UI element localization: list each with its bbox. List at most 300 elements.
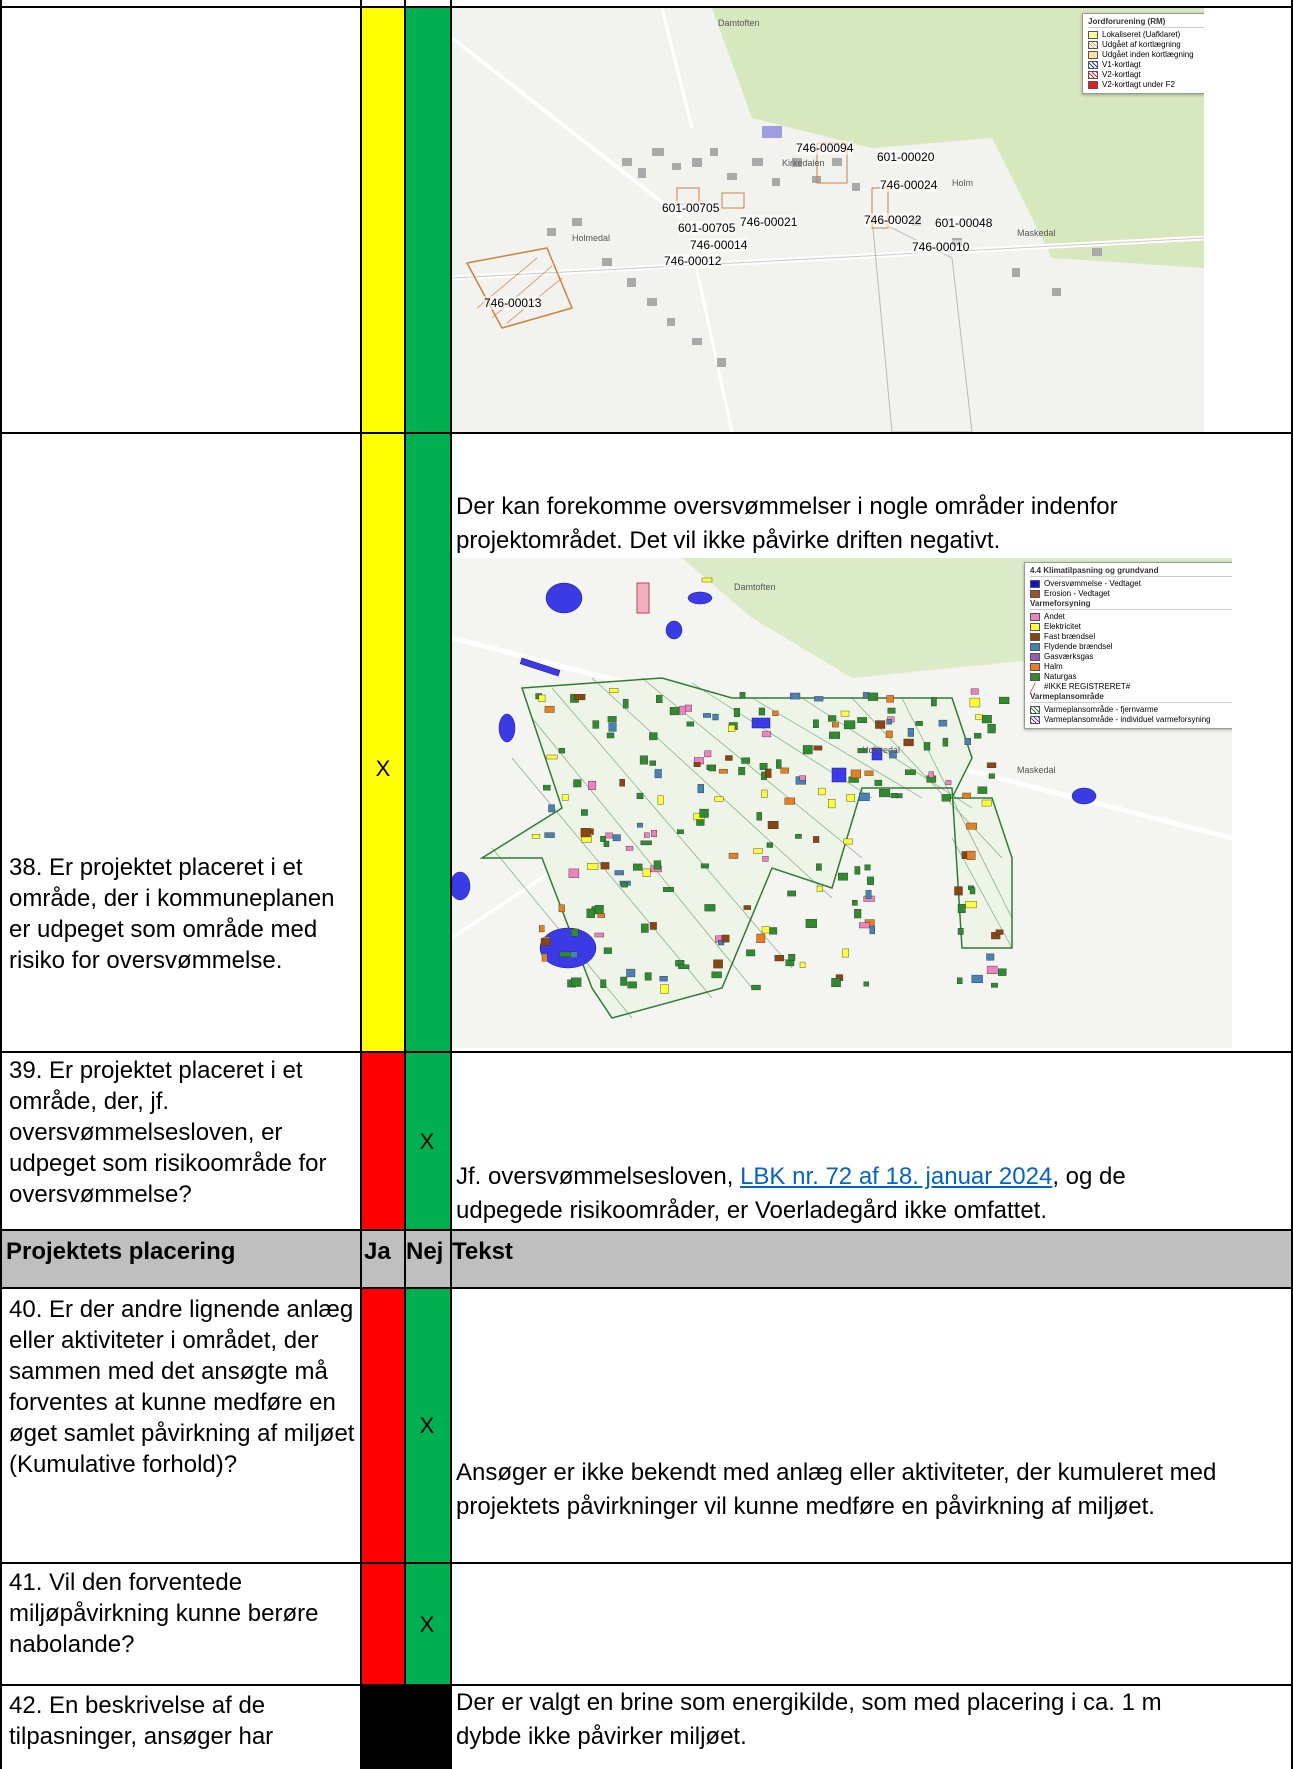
ja-cell-41	[362, 1564, 404, 1684]
building-mark	[813, 836, 819, 842]
building-mark	[694, 762, 701, 766]
legend-label: Andet	[1044, 612, 1065, 621]
row-divider	[0, 1562, 1293, 1564]
building-mark	[982, 715, 992, 723]
header-col-tekst: Tekst	[452, 1238, 513, 1265]
building-mark	[879, 789, 890, 797]
site-label: 601-00705	[662, 201, 720, 215]
row-divider	[0, 1287, 1293, 1289]
swatch-icon	[1088, 51, 1098, 59]
legend-row	[1030, 642, 1232, 652]
legend-label: V2-kortlagt	[1102, 70, 1141, 79]
building-mark	[644, 833, 649, 838]
legend-label: #IKKE REGISTRERET#	[1044, 682, 1131, 691]
site-label: 746-00022	[864, 213, 922, 227]
map1-place-label: Holmedal	[572, 233, 611, 243]
legend-section-title: Varmeplansområde	[1030, 692, 1232, 703]
map2-place-label: Damtoften	[734, 582, 776, 592]
swatch-icon	[1088, 41, 1098, 49]
nej-cell-41	[404, 1564, 450, 1684]
building-mark	[785, 798, 795, 805]
legend-section-title: 4.4 Klimatilpasning og grundvand	[1030, 566, 1232, 577]
building-mark	[754, 849, 763, 854]
building-mark	[858, 717, 867, 722]
legend-row	[1030, 672, 1232, 682]
building-mark	[955, 887, 963, 896]
building-mark	[814, 696, 823, 701]
header-col-nej: Nej	[406, 1238, 444, 1265]
building-mark	[989, 774, 995, 779]
map1-place-label: Kirkedalen	[782, 158, 825, 168]
building-mark	[852, 900, 857, 905]
legend-title: Jordforurening (RM)	[1088, 17, 1204, 28]
answer-40: Ansøger er ikke bekendt med anlæg eller aktiviteter, der kumuleret med projektets påvirkninger vil kunne medføre en påvirkning af miljøet.	[456, 1459, 1217, 1520]
legend-label: Naturgas	[1044, 672, 1077, 681]
building-mark	[942, 794, 951, 801]
building-mark	[640, 756, 648, 764]
map2-place-label: Holmedal	[862, 745, 901, 755]
ja-cell-38	[362, 434, 404, 1051]
legend-row	[1030, 715, 1232, 725]
header-col-placering: Projektets placering	[6, 1238, 236, 1265]
nej-mark-40: X	[419, 1413, 435, 1438]
building-mark	[842, 949, 848, 957]
building-mark	[888, 708, 895, 713]
legend-row	[1030, 589, 1232, 599]
building-mark	[545, 833, 555, 838]
building-mark	[814, 746, 822, 750]
map1-place-label: Maskedal	[1017, 228, 1056, 238]
legend-label: V1-kortlagt	[1102, 60, 1141, 69]
building-mark	[788, 891, 796, 896]
building-mark	[549, 805, 555, 812]
law-link[interactable]: LBK nr. 72 af 18. januar 2024	[740, 1163, 1053, 1190]
building-mark	[875, 721, 885, 729]
building-mark	[768, 821, 778, 829]
building-mark	[844, 839, 853, 844]
building-mark	[649, 733, 657, 740]
building-mark	[739, 767, 745, 775]
building-mark	[790, 693, 800, 699]
building-mark	[966, 901, 977, 908]
building-mark	[762, 732, 771, 737]
legend-row	[1088, 50, 1204, 60]
map2-place-label: Maskedal	[1017, 765, 1056, 775]
site-label: 746-00094	[796, 141, 854, 155]
col-divider	[0, 0, 2, 1769]
legend-row	[1030, 632, 1232, 642]
building-mark	[996, 930, 1003, 935]
building-mark	[832, 723, 838, 728]
building-mark	[613, 835, 621, 841]
legend-label: Gasværksgas	[1044, 652, 1094, 661]
building-mark	[651, 830, 657, 837]
swatch-icon	[1030, 643, 1040, 651]
legend-row	[1030, 705, 1232, 715]
legend-row	[1088, 40, 1204, 50]
building-mark	[660, 976, 668, 981]
building-mark	[729, 853, 738, 858]
building-mark	[908, 728, 914, 736]
building-mark	[604, 841, 609, 847]
building-mark	[916, 721, 923, 725]
building-mark	[633, 864, 642, 871]
building-mark	[601, 980, 607, 988]
answer-38: Der kan forekomme oversvømmelser i nogle områder indenfor projektområdet. Det vil ikke påvirke driften negativt.	[456, 493, 1118, 554]
ja-nej-cell-42	[362, 1686, 450, 1769]
swatch-icon	[1088, 61, 1098, 69]
building-mark	[620, 779, 625, 786]
building-mark	[800, 962, 805, 968]
building-mark	[757, 812, 762, 820]
building-mark	[746, 950, 755, 956]
map1-legend[interactable]	[1082, 13, 1204, 94]
building-mark	[763, 856, 769, 861]
building-mark	[655, 769, 662, 778]
building-mark	[532, 834, 540, 838]
building-mark	[623, 699, 628, 708]
building-mark	[832, 978, 841, 987]
building-mark	[818, 788, 825, 795]
building-mark	[663, 887, 674, 892]
building-mark	[679, 706, 685, 714]
building-mark	[722, 935, 730, 942]
building-mark	[645, 973, 651, 981]
building-mark	[828, 799, 835, 808]
building-mark	[559, 905, 565, 912]
building-mark	[687, 722, 694, 727]
building-mark	[998, 969, 1006, 976]
building-mark	[685, 705, 692, 712]
building-mark	[813, 720, 818, 728]
building-mark	[773, 711, 779, 716]
nej-cell-40	[404, 1289, 450, 1562]
building-mark	[643, 869, 650, 877]
building-mark	[905, 770, 915, 775]
building-mark	[705, 904, 716, 911]
question-42: 42. En beskrivelse af de tilpasninger, ansøger har	[9, 1692, 274, 1750]
building-mark	[650, 761, 656, 766]
building-mark	[703, 713, 711, 717]
swatch-icon	[1030, 613, 1040, 621]
building-mark	[595, 905, 604, 914]
building-mark	[714, 960, 723, 968]
building-mark	[641, 841, 652, 845]
building-mark	[841, 711, 849, 716]
building-mark	[867, 877, 873, 885]
building-mark	[543, 785, 550, 790]
ja-cell-37	[362, 8, 404, 432]
map-soil-contamination	[452, 8, 1204, 432]
building-mark	[769, 928, 777, 935]
building-mark	[677, 830, 683, 834]
map1-place-label: Holm	[952, 178, 974, 188]
answer-39	[452, 1160, 1232, 1228]
building-mark	[650, 922, 657, 929]
building-mark	[943, 738, 948, 746]
swatch-icon	[1030, 663, 1040, 671]
building-mark	[854, 909, 861, 918]
building-mark	[678, 965, 689, 969]
building-mark	[817, 886, 823, 892]
legend-label: Fast brændsel	[1044, 632, 1096, 641]
building-mark	[637, 793, 643, 799]
building-mark	[978, 787, 987, 794]
building-mark	[929, 772, 934, 778]
building-mark	[545, 706, 554, 712]
building-mark	[615, 871, 624, 876]
building-mark	[742, 758, 750, 764]
swatch-icon: ╱	[1030, 683, 1036, 693]
building-mark	[574, 694, 585, 700]
building-mark	[967, 823, 977, 829]
building-mark	[759, 708, 765, 715]
building-mark	[606, 833, 613, 838]
legend-row	[1088, 70, 1204, 80]
building-mark	[656, 695, 662, 703]
building-mark	[560, 952, 571, 957]
building-mark	[627, 969, 636, 977]
building-mark	[987, 763, 996, 768]
swatch-icon	[1030, 716, 1040, 724]
col-divider	[404, 0, 406, 1769]
building-mark	[887, 695, 894, 702]
building-mark	[803, 745, 812, 754]
building-mark	[608, 716, 617, 722]
site-label: 601-00020	[877, 150, 935, 164]
answer-42: Der er valgt en brine som energikilde, som med placering i ca. 1 m dybde ikke påvirker miljøet.	[456, 1689, 1162, 1750]
building-mark	[828, 716, 836, 722]
building-mark	[838, 873, 848, 880]
building-mark	[946, 780, 951, 784]
building-mark	[963, 793, 971, 798]
building-mark	[868, 693, 878, 701]
building-mark	[988, 724, 996, 733]
building-mark	[864, 982, 869, 987]
building-mark	[569, 869, 579, 878]
legend-label: Udgået inden kortlægning	[1102, 50, 1194, 59]
building-mark	[765, 769, 771, 778]
building-mark	[931, 697, 936, 706]
building-mark	[654, 861, 661, 870]
swatch-icon	[1030, 673, 1040, 681]
legend-row	[1030, 612, 1232, 622]
building-mark	[829, 732, 840, 739]
building-mark	[581, 810, 587, 816]
building-mark	[859, 923, 869, 928]
building-mark	[581, 828, 591, 837]
swatch-icon	[1088, 31, 1098, 39]
building-mark	[713, 714, 719, 720]
legend-row	[1030, 622, 1232, 632]
legend-row	[1088, 30, 1204, 40]
building-mark	[587, 909, 595, 918]
building-mark	[847, 795, 855, 802]
building-mark	[891, 793, 898, 798]
building-mark	[744, 906, 751, 910]
building-mark	[562, 795, 568, 801]
ja-mark-38: X	[375, 756, 391, 781]
building-mark	[574, 780, 582, 787]
building-mark	[539, 695, 545, 702]
swatch-icon	[1088, 81, 1098, 89]
site-label: 746-00012	[664, 254, 722, 268]
building-mark	[767, 843, 773, 848]
building-mark	[595, 933, 604, 937]
question-41: 41. Vil den forventede miljøpåvirkning kunne berøre nabolande?	[9, 1569, 319, 1658]
building-mark	[987, 966, 997, 974]
legend-label: Erosion - Vedtaget	[1044, 589, 1110, 598]
col-divider	[450, 0, 452, 1769]
legend-row	[1030, 682, 1232, 692]
building-mark	[621, 883, 628, 888]
legend-section-title: Varmeforsyning	[1030, 599, 1232, 610]
building-mark	[965, 738, 971, 745]
ja-cell-39	[362, 1053, 404, 1229]
building-mark	[859, 793, 869, 801]
building-mark	[637, 823, 643, 827]
building-mark	[870, 926, 875, 934]
building-mark	[593, 721, 599, 729]
question-40: 40. Er der andre lignende anlæg eller aktiviteter i området, der sammen med det ansøgte må forventes at kunne medføre en øget samlet påvirkning af miljøet (Kumulative forhold)?	[9, 1296, 355, 1478]
site-label: 601-00048	[935, 216, 993, 230]
legend-label: Flydende brændsel	[1044, 642, 1113, 651]
swatch-icon	[1030, 633, 1040, 641]
row-divider	[0, 1684, 1293, 1686]
swatch-icon	[1030, 580, 1040, 588]
building-mark	[844, 721, 855, 729]
building-mark	[571, 929, 578, 936]
legend-label: Lokaliseret (Uafklaret)	[1102, 30, 1181, 39]
building-mark	[795, 834, 801, 838]
building-mark	[588, 781, 596, 790]
building-mark	[604, 948, 612, 954]
building-mark	[958, 928, 963, 934]
building-mark	[712, 972, 722, 978]
swatch-icon	[1030, 623, 1040, 631]
building-mark	[539, 926, 544, 932]
building-mark	[970, 888, 975, 894]
legend-label: V2-kortlagt under F2	[1102, 80, 1175, 89]
legend-row	[1030, 652, 1232, 662]
building-mark	[600, 836, 605, 841]
building-mark	[641, 924, 648, 933]
site-label: 601-00705	[678, 221, 736, 235]
row-divider	[0, 432, 1293, 434]
swatch-icon	[1088, 71, 1098, 79]
building-mark	[542, 954, 547, 961]
nej-mark-41: X	[419, 1612, 435, 1637]
building-mark	[700, 809, 709, 817]
legend-label: Varmeplansområde - individuel varmeforsyning	[1044, 715, 1211, 724]
building-mark	[547, 755, 558, 759]
building-mark	[757, 934, 765, 943]
legend-label: Oversvømmelse - Vedtaget	[1044, 579, 1141, 588]
site-label: 746-00021	[740, 215, 798, 229]
nej-mark-39: X	[419, 1129, 435, 1154]
map2-legend[interactable]	[1024, 562, 1232, 729]
building-mark	[865, 771, 874, 776]
row-divider	[0, 1229, 1293, 1231]
building-mark	[607, 733, 614, 738]
site-label: 746-00024	[880, 178, 938, 192]
building-mark	[904, 739, 914, 746]
building-mark	[697, 820, 705, 826]
building-mark	[762, 927, 770, 933]
answer-39-text-after: , og de udpegede risikoområder, er Voerladegård ikke omfattet.	[456, 1163, 1126, 1224]
legend-label: Halm	[1044, 662, 1063, 671]
building-mark	[875, 780, 882, 786]
building-mark	[958, 904, 965, 912]
map-flood-heat-supply	[452, 558, 1232, 1048]
building-mark	[851, 770, 861, 778]
building-mark	[855, 867, 860, 875]
building-mark	[701, 864, 709, 868]
building-mark	[971, 689, 979, 695]
legend-row	[1088, 60, 1204, 70]
building-mark	[776, 760, 781, 769]
building-mark	[924, 742, 930, 750]
building-mark	[734, 708, 740, 717]
ja-cell-40	[362, 1289, 404, 1562]
building-mark	[670, 707, 679, 715]
question-38: 38. Er projektet placeret i et område, der i kommuneplanen er udpeget som område med risiko for oversvømmelse.	[9, 854, 335, 974]
building-mark	[598, 914, 605, 918]
building-mark	[816, 864, 821, 871]
building-mark	[728, 725, 735, 732]
building-mark	[999, 697, 1009, 704]
nej-cell-38	[404, 434, 450, 1051]
building-mark	[939, 720, 947, 726]
swatch-icon	[1030, 590, 1040, 598]
building-mark	[559, 748, 565, 753]
legend-row	[1030, 662, 1232, 672]
building-mark	[709, 765, 716, 771]
map1-place-label: Damtoften	[718, 18, 760, 28]
building-mark	[705, 751, 712, 757]
building-mark	[972, 975, 983, 983]
building-mark	[800, 776, 806, 781]
col-divider	[360, 0, 362, 1769]
building-mark	[982, 800, 991, 806]
swatch-icon	[1030, 706, 1040, 714]
building-mark	[987, 954, 995, 961]
building-mark	[887, 719, 892, 724]
building-mark	[781, 768, 789, 773]
legend-row	[1088, 80, 1204, 90]
building-mark	[609, 723, 617, 732]
building-mark	[970, 698, 980, 707]
site-label: 746-00010	[912, 240, 970, 254]
building-mark	[571, 978, 581, 987]
header-col-ja: Ja	[364, 1238, 391, 1265]
site-label: 746-00013	[484, 296, 542, 310]
nej-cell-39	[404, 1053, 450, 1229]
building-mark	[628, 982, 637, 988]
building-mark	[658, 796, 664, 804]
building-mark	[974, 733, 981, 738]
row-divider	[0, 6, 1293, 8]
building-mark	[621, 977, 627, 986]
site-label: 746-00014	[690, 238, 748, 252]
building-mark	[967, 851, 975, 860]
swatch-icon	[1030, 653, 1040, 661]
building-mark	[609, 688, 618, 692]
answer-39-text-before: Jf. oversvømmelsesloven,	[456, 1163, 741, 1190]
building-mark	[762, 790, 768, 797]
building-mark	[626, 846, 633, 850]
legend-label: Elektricitet	[1044, 622, 1081, 631]
